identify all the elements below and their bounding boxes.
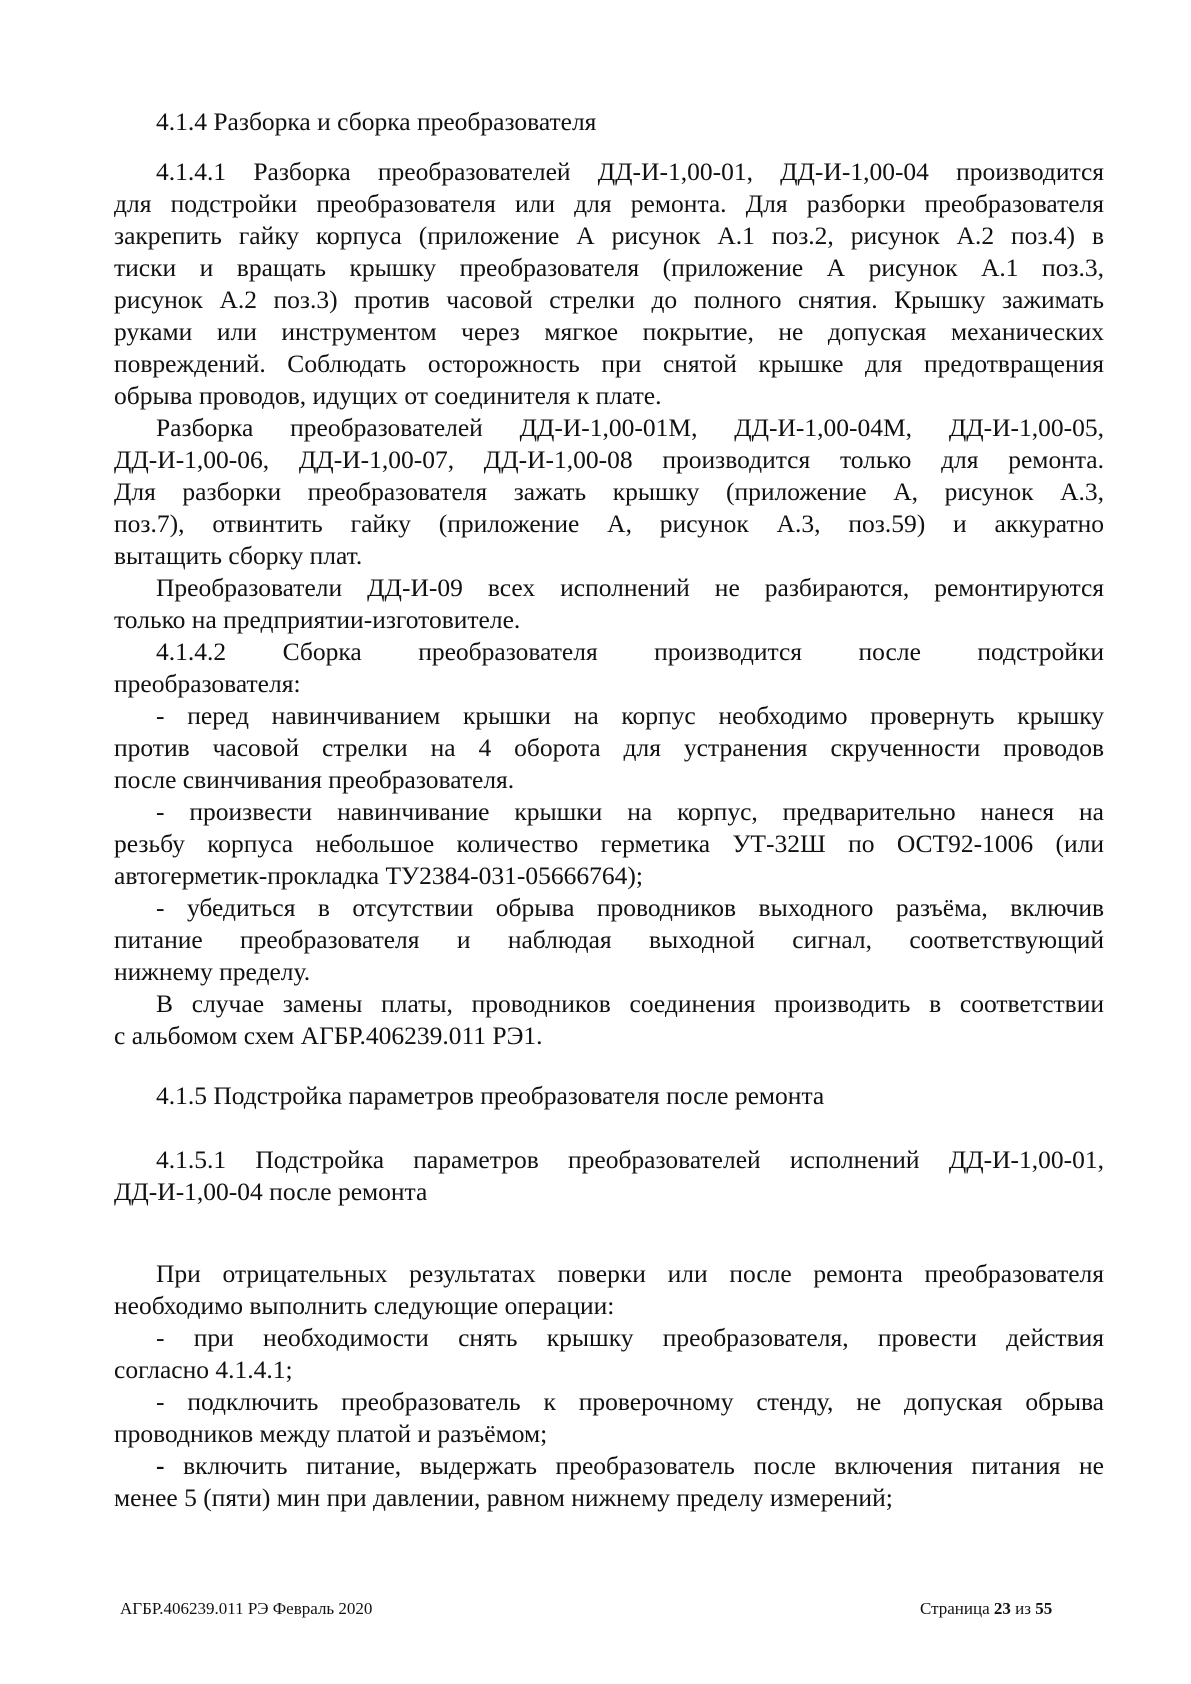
paragraph-line: повреждений. Соблюдать осторожность при снятой крышке для предотвращения xyxy=(114,349,1104,378)
paragraph-line: для подстройки преобразователя или для ремонта. Для разборки преобразователя xyxy=(114,189,1104,218)
paragraph-line: - при необходимости снять крышку преобразователя, провести действия xyxy=(156,1323,1104,1352)
paragraph-line: В случае замены платы, проводников соединения производить в соответствии xyxy=(156,989,1104,1018)
paragraph-line: тиски и вращать крышку преобразователя (приложение А рисунок А.1 поз.3, xyxy=(114,253,1104,282)
paragraph-line: Разборка преобразователей ДД-И-1,00-01М, ДД-И-1,00-04М, ДД-И-1,00-05, xyxy=(156,413,1104,442)
page-current: 23 xyxy=(993,1599,1011,1618)
paragraph-line: после свинчивания преобразователя. xyxy=(114,765,515,794)
paragraph-line: ДД-И-1,00-06, ДД-И-1,00-07, ДД-И-1,00-08 производится только для ремонта. xyxy=(114,445,1104,474)
paragraph-line: проводников между платой и разъёмом; xyxy=(114,1419,548,1448)
footer-page-number xyxy=(920,1599,1080,1619)
footer-document-code: АГБР.406239.011 РЭ Февраль 2020 xyxy=(120,1599,373,1618)
paragraph-line: 4.1.4.1 Разборка преобразователей ДД-И-1,00-01, ДД-И-1,00-04 производится xyxy=(156,157,1104,186)
paragraph-line: обрыва проводов, идущих от соединителя к плате. xyxy=(114,381,662,410)
paragraph-line: преобразователя: xyxy=(114,669,301,698)
paragraph-line: нижнему пределу. xyxy=(114,957,311,986)
paragraph-line: - подключить преобразователь к проверочному стенду, не допуская обрыва xyxy=(156,1387,1104,1416)
paragraph-line: согласно 4.1.4.1; xyxy=(114,1355,293,1384)
paragraph-line: вытащить сборку плат. xyxy=(114,541,363,570)
paragraph-line: с альбомом схем АГБР.406239.011 РЭ1. xyxy=(114,1021,543,1050)
paragraph-line: руками или инструментом через мягкое покрытие, не допуская механических xyxy=(114,317,1104,346)
paragraph-line: 4.1.5.1 Подстройка параметров преобразователей исполнений ДД-И-1,00-01, xyxy=(156,1145,1104,1174)
paragraph-line: закрепить гайку корпуса (приложение А рисунок А.1 поз.2, рисунок А.2 поз.4) в xyxy=(114,221,1104,250)
paragraph-line: Преобразователи ДД-И-09 всех исполнений не разбираются, ремонтируются xyxy=(156,573,1104,602)
paragraph-line: автогерметик-прокладка ТУ2384-031-05666764); xyxy=(114,861,643,890)
paragraph-line xyxy=(156,1450,1104,1482)
paragraph-line: - произвести навинчивание крышки на корпус, предварительно нанеся на xyxy=(156,797,1104,826)
bold-dash: - xyxy=(156,1451,165,1480)
page-prefix: Страница xyxy=(920,1599,994,1618)
paragraph-line: резьбу корпуса небольшое количество герметика УТ-32Ш по ОСТ92-1006 (или xyxy=(114,829,1104,858)
page-separator: из xyxy=(1010,1599,1036,1618)
paragraph-line: 4.1.4.2 Сборка преобразователя производится после подстройки xyxy=(156,637,1104,666)
paragraph-line: менее 5 (пяти) мин при давлении, равном нижнему пределу измерений; xyxy=(114,1483,893,1512)
paragraph-line: - убедиться в отсутствии обрыва проводников выходного разъёма, включив xyxy=(156,893,1104,922)
paragraph-line: ДД-И-1,00-04 после ремонта xyxy=(114,1177,428,1206)
paragraph-line: При отрицательных результатах поверки или после ремонта преобразователя xyxy=(156,1259,1104,1288)
paragraph-line: питание преобразователя и наблюдая выходной сигнал, соответствующий xyxy=(114,925,1104,954)
paragraph-line: поз.7), отвинтить гайку (приложение А, рисунок А.3, поз.59) и аккуратно xyxy=(114,509,1104,538)
page-total: 55 xyxy=(1035,1599,1053,1618)
paragraph-line: против часовой стрелки на 4 оборота для устранения скрученности проводов xyxy=(114,733,1104,762)
section-heading-4-1-5: 4.1.5 Подстройка параметров преобразователя после ремонта xyxy=(156,1081,825,1110)
paragraph-line: - перед навинчиванием крышки на корпус необходимо провернуть крышку xyxy=(156,701,1104,730)
paragraph-line: рисунок А.2 поз.3) против часовой стрелки до полного снятия. Крышку зажимать xyxy=(114,285,1104,314)
paragraph-line-text: включить питание, выдержать преобразователь после включения питания не xyxy=(164,1451,1104,1480)
paragraph-line: необходимо выполнить следующие операции: xyxy=(114,1291,615,1320)
paragraph-line: Для разборки преобразователя зажать крышку (приложение А, рисунок А.3, xyxy=(114,477,1104,506)
paragraph-line: только на предприятии-изготовителе. xyxy=(114,605,521,634)
section-heading-4-1-4: 4.1.4 Разборка и сборка преобразователя xyxy=(156,107,597,136)
